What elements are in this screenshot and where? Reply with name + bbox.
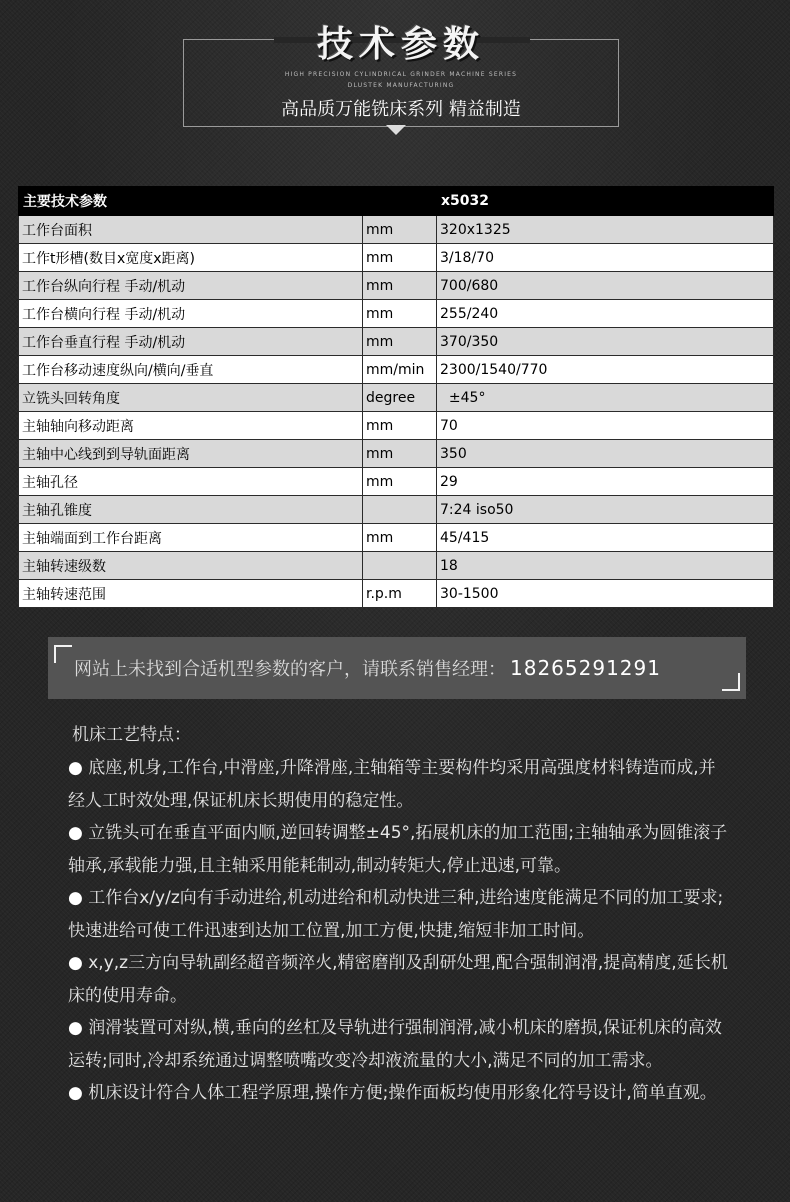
table-row (19, 468, 774, 496)
param-name: 主轴端面到工作台距离 (19, 524, 363, 552)
contact-phone[interactable]: 18265291291 (510, 656, 661, 680)
param-unit: degree (363, 384, 437, 412)
features-title: 机床工艺特点： (72, 725, 191, 745)
english-brand: DLUSTEK MANUFACTURING (347, 82, 455, 89)
param-name: 工作t形槽(数目x宽度x距离) (19, 244, 363, 272)
bullet-icon: ● (68, 758, 83, 778)
param-value: 70 (437, 412, 774, 440)
param-value: 370/350 (437, 328, 774, 356)
corner-bracket-icon (722, 673, 740, 691)
header-param: 主要技术参数 (19, 187, 363, 216)
table-row (19, 244, 774, 272)
bullet-icon: ● (68, 1018, 83, 1038)
param-value: 45/415 (437, 524, 774, 552)
feature-text: 底座,机身,工作台,中滑座,升降滑座,主轴箱等主要构件均采用高强度材料铸造而成,并经人工时效处理,保证机床长期使用的稳定性。 (68, 758, 716, 811)
down-arrow-icon (386, 125, 406, 135)
param-unit: mm (363, 300, 437, 328)
table-row (19, 412, 774, 440)
table-row (19, 552, 774, 580)
param-unit: r.p.m (363, 580, 437, 608)
param-value: 255/240 (437, 300, 774, 328)
table-row (19, 524, 774, 552)
feature-item (68, 1012, 730, 1077)
feature-item (68, 817, 730, 882)
table-row (19, 216, 774, 244)
param-name: 主轴轴向移动距离 (19, 412, 363, 440)
param-value: 7:24 iso50 (437, 496, 774, 524)
param-name: 工作台垂直行程 手动/机动 (19, 328, 363, 356)
param-unit: mm/min (363, 356, 437, 384)
feature-text: 润滑装置可对纵,横,垂向的丝杠及导轨进行强制润滑,减小机床的磨损,保证机床的高效运转;同时,冷却系统通过调整喷嘴改变冷却液流量的大小,满足不同的加工需求。 (68, 1018, 722, 1071)
param-value: 30-1500 (437, 580, 774, 608)
header-unit (363, 187, 437, 216)
param-name: 工作台移动速度纵向/横向/垂直 (19, 356, 363, 384)
param-name: 立铣头回转角度 (19, 384, 363, 412)
param-name: 主轴转速级数 (19, 552, 363, 580)
bullet-icon: ● (68, 888, 83, 908)
param-name: 主轴转速范围 (19, 580, 363, 608)
param-value: 2300/1540/770 (437, 356, 774, 384)
bullet-icon: ● (68, 1083, 83, 1103)
param-value: 700/680 (437, 272, 774, 300)
param-unit: mm (363, 524, 437, 552)
series-subtitle: 高品质万能铣床系列 精益制造 (281, 99, 521, 120)
feature-text: 立铣头可在垂直平面内顺,逆回转调整±45°,拓展机床的加工范围;主轴轴承为圆锥滚子轴承,承载能力强,且主轴采用能耗制动,制动转矩大,停止迅速,可靠。 (68, 823, 728, 876)
param-unit: mm (363, 412, 437, 440)
contact-banner (48, 637, 746, 699)
param-unit: mm (363, 244, 437, 272)
param-value: 29 (437, 468, 774, 496)
param-unit: mm (363, 272, 437, 300)
feature-text: 工作台x/y/z向有手动进给,机动进给和机动快进三种,进给速度能满足不同的加工要求;快速进给可使工件迅速到达加工位置,加工方便,快捷,缩短非加工时间。 (68, 888, 724, 941)
corner-bracket-icon (54, 645, 72, 663)
section-header (183, 24, 619, 127)
param-unit: mm (363, 216, 437, 244)
param-value: 18 (437, 552, 774, 580)
param-unit: mm (363, 468, 437, 496)
features-section (68, 722, 730, 1110)
param-name: 工作台面积 (19, 216, 363, 244)
table-row (19, 580, 774, 608)
param-unit (363, 496, 437, 524)
feature-text: x,y,z三方向导轨副经超音频淬火,精密磨削及刮研处理,配合强制润滑,提高精度,延长机床的使用寿命。 (68, 953, 728, 1006)
table-row (19, 496, 774, 524)
table-row (19, 356, 774, 384)
feature-item (68, 1077, 730, 1110)
bullet-icon: ● (68, 823, 83, 843)
header-model: x5032 (437, 187, 774, 216)
feature-text: 机床设计符合人体工程学原理,操作方便;操作面板均使用形象化符号设计,简单直观。 (88, 1083, 717, 1103)
param-unit: mm (363, 440, 437, 468)
table-row (19, 440, 774, 468)
table-row (19, 328, 774, 356)
feature-item (68, 947, 730, 1012)
param-value: 320x1325 (437, 216, 774, 244)
table-row (19, 384, 774, 412)
table-row (19, 300, 774, 328)
contact-message: 网站上未找到合适机型参数的客户，请联系销售经理： (74, 659, 506, 680)
param-name: 主轴孔径 (19, 468, 363, 496)
param-value: 3/18/70 (437, 244, 774, 272)
param-name: 主轴中心线到到导轨面距离 (19, 440, 363, 468)
page-title: 技术参数 (316, 24, 485, 65)
param-unit (363, 552, 437, 580)
param-value: 350 (437, 440, 774, 468)
param-unit: mm (363, 328, 437, 356)
table-header-row (19, 187, 774, 216)
english-tagline: HIGH PRECISION CYLINDRICAL GRINDER MACHINE SERIES (284, 71, 518, 78)
spec-table (18, 186, 774, 608)
param-name: 工作台纵向行程 手动/机动 (19, 272, 363, 300)
feature-item (68, 882, 730, 947)
param-name: 工作台横向行程 手动/机动 (19, 300, 363, 328)
bullet-icon: ● (68, 953, 83, 973)
feature-item (68, 752, 730, 817)
param-name: 主轴孔锥度 (19, 496, 363, 524)
table-row (19, 272, 774, 300)
param-value: ±45° (437, 384, 774, 412)
